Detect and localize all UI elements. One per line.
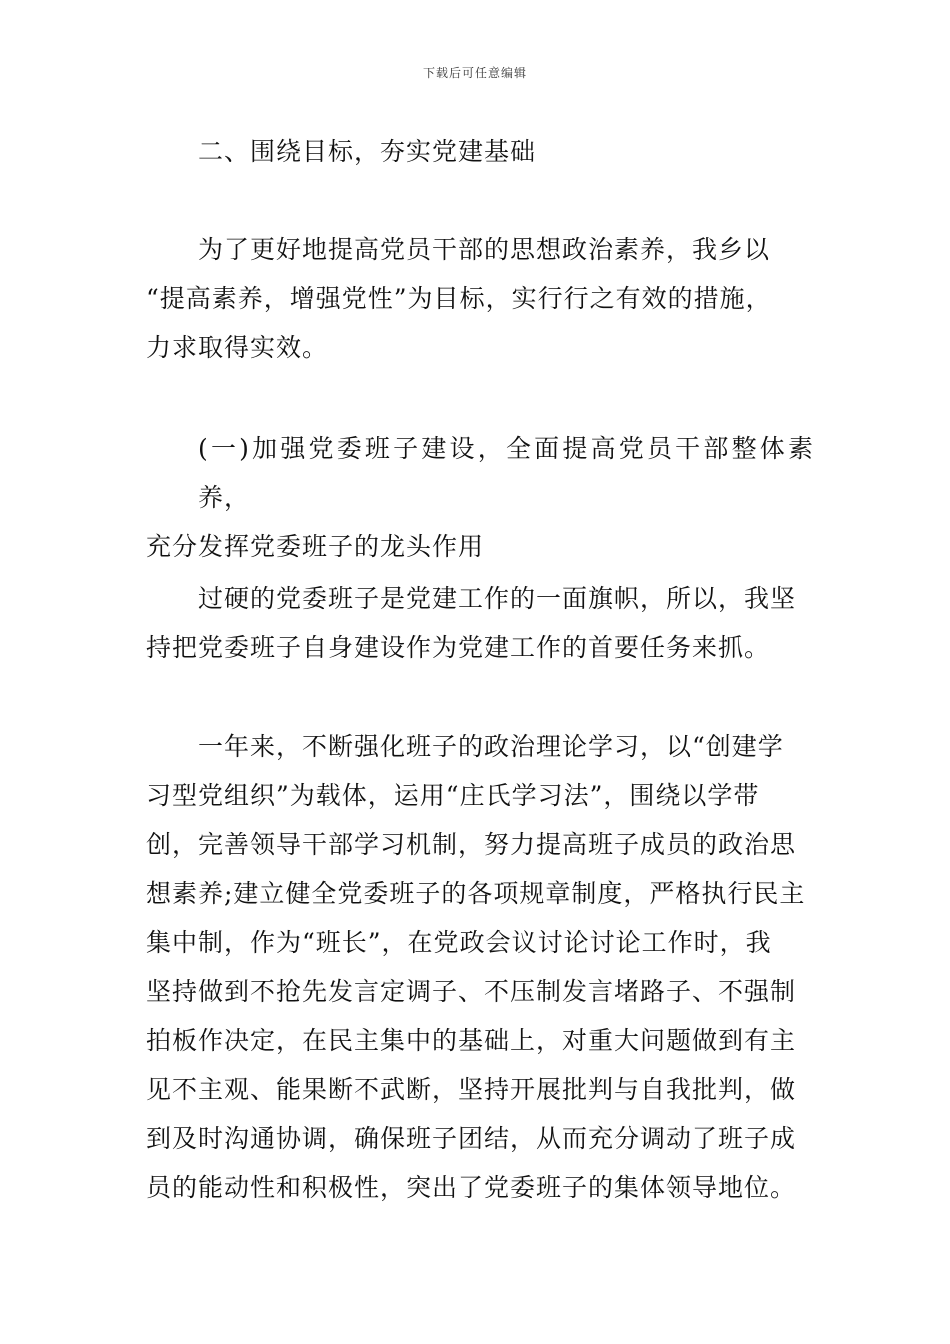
section-heading xyxy=(146,127,814,176)
paragraph-1 xyxy=(146,225,814,372)
paragraph-line: 充分发挥党委班子的龙头作用 xyxy=(146,532,485,561)
paragraph-line: 力求取得实效。 xyxy=(146,333,329,362)
paragraph-line: 想素养;建立健全党委班子的各项规章制度，严格执行民主 xyxy=(146,879,806,908)
paragraph-line: 习型党组织”为载体，运用“庄氏学习法”，围绕以学带 xyxy=(146,781,760,810)
page-header-note: 下载后可任意编辑 xyxy=(422,66,527,80)
paragraph-line: 拍板作决定，在民主集中的基础上，对重大问题做到有主 xyxy=(146,1026,797,1055)
paragraph-line: 一年来，不断强化班子的政治理论学习，以“创建学 xyxy=(198,732,784,761)
paragraph-line: 坚持做到不抢先发言定调子、不压制发言堵路子、不强制 xyxy=(146,977,797,1006)
paragraph-3 xyxy=(146,574,814,672)
paragraph-line: 见不主观、能果断不武断，坚持开展批判与自我批判，做 xyxy=(146,1075,797,1104)
paragraph-line: 过硬的党委班子是党建工作的一面旗帜，所以，我坚 xyxy=(198,584,797,613)
paragraph-line: 到及时沟通协调，确保班子团结，从而充分调动了班子成 xyxy=(146,1124,797,1153)
paragraph-2 xyxy=(146,424,814,571)
paragraph-line: 创，完善领导干部学习机制，努力提高班子成员的政治思 xyxy=(146,830,797,859)
paragraph-4 xyxy=(146,722,814,1212)
paragraph-line: 持把党委班子自身建设作为党建工作的首要任务来抓。 xyxy=(146,633,771,662)
paragraph-line: 为了更好地提高党员干部的思想政治素养，我乡以 xyxy=(198,235,771,264)
paragraph-line: 集中制，作为“班长”，在党政会议讨论讨论工作时，我 xyxy=(146,928,772,957)
paragraph-line: 员的能动性和积极性，突出了党委班子的集体领导地位。 xyxy=(146,1173,797,1202)
section-heading-text: 二、围绕目标，夯实党建基础 xyxy=(198,137,537,166)
paragraph-line: (一)加强党委班子建设，全面提高党员干部整体素养， xyxy=(198,434,814,512)
paragraph-line: “提高素养，增强党性”为目标，实行行之有效的措施， xyxy=(146,284,772,313)
